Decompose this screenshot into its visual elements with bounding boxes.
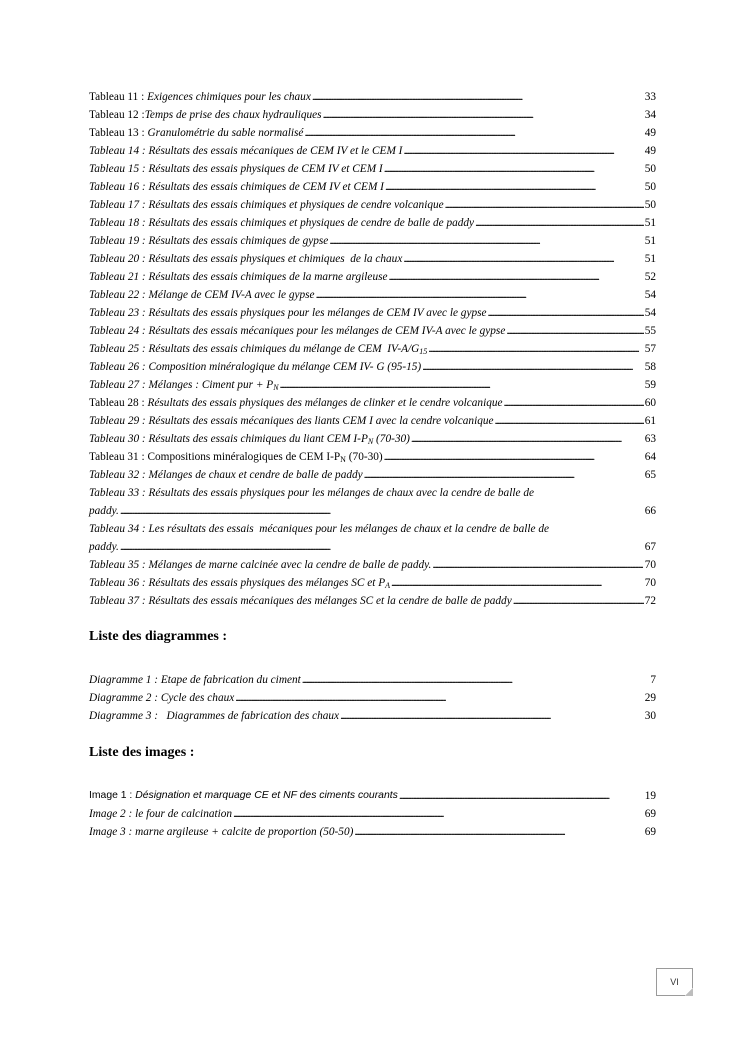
entry-title: Tableau 26 : Composition minéralogique du mélange CEM IV- G (95-15)	[89, 361, 422, 373]
entry-page: 55	[644, 325, 656, 337]
entry-page: 19	[644, 790, 656, 802]
entry-title: Exigences chimiques pour les chaux	[147, 91, 311, 103]
entry-title: Tableau 17 : Résultats des essais chimiques et physiques de cendre volcanique	[89, 199, 444, 211]
toc-entry-tableau-27	[89, 376, 656, 394]
entry-title: Tableau 33 : Résultats des essais physiques pour les mélanges de chaux avec la cendre de balle de	[89, 487, 534, 499]
entry-page: 54	[644, 289, 656, 301]
entry-title: Tableau 27 : Mélanges : Ciment pur + P	[89, 379, 274, 391]
entry-page: 65	[644, 469, 656, 481]
toc-entry-tableau-18	[89, 214, 656, 232]
toc-entry-tableau-34-line2	[89, 538, 656, 556]
images-list	[89, 787, 656, 841]
entry-title: Tableau 25 : Résultats des essais chimiques du mélange de CEM IV-A/G	[89, 343, 420, 355]
entry-page: 54	[644, 307, 656, 319]
toc-entry-tableau-36	[89, 574, 656, 592]
entry-title: Diagramme 1 : Etape de fabrication du ciment	[89, 674, 301, 686]
toc-entry-tableau-25	[89, 340, 656, 358]
toc-entry-tableau-26	[89, 358, 656, 376]
toc-entry-tableau-20	[89, 250, 656, 268]
entry-title: Temps de prise des chaux hydrauliques	[144, 109, 322, 121]
entry-page: 66	[644, 505, 656, 517]
entry-page: 67	[644, 541, 656, 553]
toc-entry-tableau-33-line2	[89, 502, 656, 520]
toc-entry-diagramme-1	[89, 671, 656, 689]
entry-prefix: Tableau 13 :	[89, 127, 148, 139]
entry-title: Tableau 15 : Résultats des essais physiques de CEM IV et CEM I	[89, 163, 383, 175]
toc-entry-tableau-19	[89, 232, 656, 250]
entry-title: Tableau 19 : Résultats des essais chimiques de gypse	[89, 235, 329, 247]
entry-title: Granulométrie du sable normalisé	[147, 127, 304, 139]
diagrams-list	[89, 671, 656, 725]
entry-page: 50	[644, 199, 656, 211]
toc-entry-tableau-28	[89, 394, 656, 412]
entry-title: Tableau 20 : Résultats des essais physiques et chimiques de la chaux	[89, 253, 403, 265]
entry-title: Image 2 : le four de calcination	[89, 808, 233, 820]
entry-title: Tableau 32 : Mélanges de chaux et cendre de balle de paddy	[89, 469, 363, 481]
entry-title: Tableau 34 : Les résultats des essais mécaniques pour les mélanges de chaux et la cendre de balle de	[89, 523, 550, 535]
entry-page: 60	[644, 397, 656, 409]
toc-entry-tableau-21	[89, 268, 656, 286]
toc-entry-tableau-14	[89, 142, 656, 160]
entry-title-continued: paddy.	[89, 505, 119, 517]
entry-title: Tableau 37 : Résultats des essais mécaniques des mélanges SC et la cendre de balle de paddy	[89, 595, 512, 607]
entry-title: Tableau 30 : Résultats des essais chimiques du liant CEM I-P	[89, 433, 368, 445]
entry-title: Diagramme 2 : Cycle des chaux	[89, 692, 235, 704]
entry-page: 51	[644, 253, 656, 265]
entry-subscript: A	[385, 581, 390, 590]
toc-entry-image-2	[89, 805, 656, 823]
toc-entry-image-1	[89, 787, 656, 805]
entry-title: Diagramme 3 : Diagrammes de fabrication des chaux	[89, 710, 340, 722]
page-number-label: VI	[670, 977, 679, 987]
toc-entry-tableau-37	[89, 592, 656, 610]
entry-page: 50	[644, 163, 656, 175]
entry-page: 57	[644, 343, 656, 355]
entry-page: 30	[644, 710, 656, 722]
entry-title: Tableau 23 : Résultats des essais physiques pour les mélanges de CEM IV avec le gypse	[89, 307, 487, 319]
entry-page: 59	[644, 379, 656, 391]
entry-page: 69	[644, 808, 656, 820]
entry-title: Tableau 21 : Résultats des essais chimiques de la marne argileuse	[89, 271, 388, 283]
entry-page: 72	[644, 595, 656, 607]
entry-title: Tableau 31 : Compositions minéralogiques de CEM I-P	[89, 451, 341, 463]
toc-entry-tableau-23	[89, 304, 656, 322]
entry-page: 50	[644, 181, 656, 193]
toc-entry-tableau-30	[89, 430, 656, 448]
page-number	[656, 968, 693, 996]
entry-title: Tableau 18 : Résultats des essais chimiques et physiques de cendre de balle de paddy	[89, 217, 475, 229]
tables-list	[89, 88, 656, 610]
entry-prefix: Tableau 11 :	[89, 91, 148, 103]
toc-entry-tableau-31	[89, 448, 656, 466]
entry-subscript: N	[273, 383, 279, 392]
entry-page: 49	[644, 127, 656, 139]
entry-page: 70	[644, 559, 656, 571]
entry-page: 33	[644, 91, 656, 103]
toc-entry-tableau-29	[89, 412, 656, 430]
toc-entry-diagramme-2	[89, 689, 656, 707]
entry-page: 34	[644, 109, 656, 121]
entry-page: 69	[644, 826, 656, 838]
entry-title: Tableau 35 : Mélanges de marne calcinée avec la cendre de balle de paddy.	[89, 559, 432, 571]
toc-entry-tableau-12	[89, 106, 656, 124]
entry-page: 49	[644, 145, 656, 157]
entry-page: 7	[650, 674, 656, 686]
toc-entry-tableau-33-line1	[89, 484, 656, 502]
entry-title: Tableau 29 : Résultats des essais mécaniques des liants CEM I avec la cendre volcanique	[89, 415, 494, 427]
entry-title: Tableau 22 : Mélange de CEM IV-A avec le gypse	[89, 289, 315, 301]
entry-page: 63	[644, 433, 656, 445]
entry-title: Tableau 36 : Résultats des essais physiques des mélanges SC et P	[89, 577, 386, 589]
entry-title-suffix: (70-30)	[345, 451, 383, 463]
entry-prefix: Image 1 :	[89, 790, 136, 801]
entry-page: 58	[644, 361, 656, 373]
toc-entry-diagramme-3	[89, 707, 656, 725]
entry-page: 64	[644, 451, 656, 463]
toc-entry-image-3	[89, 823, 656, 841]
entry-page: 61	[644, 415, 656, 427]
entry-page: 70	[644, 577, 656, 589]
entry-title: Désignation et marquage CE et NF des ciments courants	[135, 790, 398, 801]
entry-title-continued: paddy.	[89, 541, 119, 553]
entry-page: 52	[644, 271, 656, 283]
toc-entry-tableau-32	[89, 466, 656, 484]
toc-entry-tableau-15	[89, 160, 656, 178]
entry-title: Tableau 24 : Résultats des essais mécaniques pour les mélanges de CEM IV-A avec le gypse	[89, 325, 506, 337]
diagrams-heading: Liste des diagrammes :	[89, 629, 228, 644]
entry-prefix: Tableau 12 :	[89, 109, 145, 121]
entry-title-suffix: (70-30)	[373, 433, 410, 445]
entry-title: Tableau 16 : Résultats des essais chimiques de CEM IV et CEM I	[89, 181, 384, 193]
images-heading: Liste des images :	[89, 745, 195, 760]
toc-entry-tableau-24	[89, 322, 656, 340]
toc-entry-tableau-11	[89, 88, 656, 106]
entry-subscript: N	[340, 455, 346, 464]
entry-page: 51	[644, 217, 656, 229]
entry-subscript: 15	[419, 347, 428, 356]
toc-entry-tableau-13	[89, 124, 656, 142]
entry-prefix: Tableau 28 :	[89, 397, 148, 409]
entry-subscript: N	[367, 437, 374, 446]
toc-entry-tableau-34-line1	[89, 520, 656, 538]
entry-title: Résultats des essais physiques des mélanges de clinker et le cendre volcanique	[147, 397, 503, 409]
entry-title: Image 3 : marne argileuse + calcite de proportion (50-50)	[89, 826, 354, 838]
entry-title: Tableau 14 : Résultats des essais mécaniques de CEM IV et le CEM I	[89, 145, 403, 157]
toc-entry-tableau-35	[89, 556, 656, 574]
entry-page: 51	[644, 235, 656, 247]
toc-entry-tableau-17	[89, 196, 656, 214]
toc-entry-tableau-16	[89, 178, 656, 196]
entry-page: 29	[644, 692, 656, 704]
toc-entry-tableau-22	[89, 286, 656, 304]
